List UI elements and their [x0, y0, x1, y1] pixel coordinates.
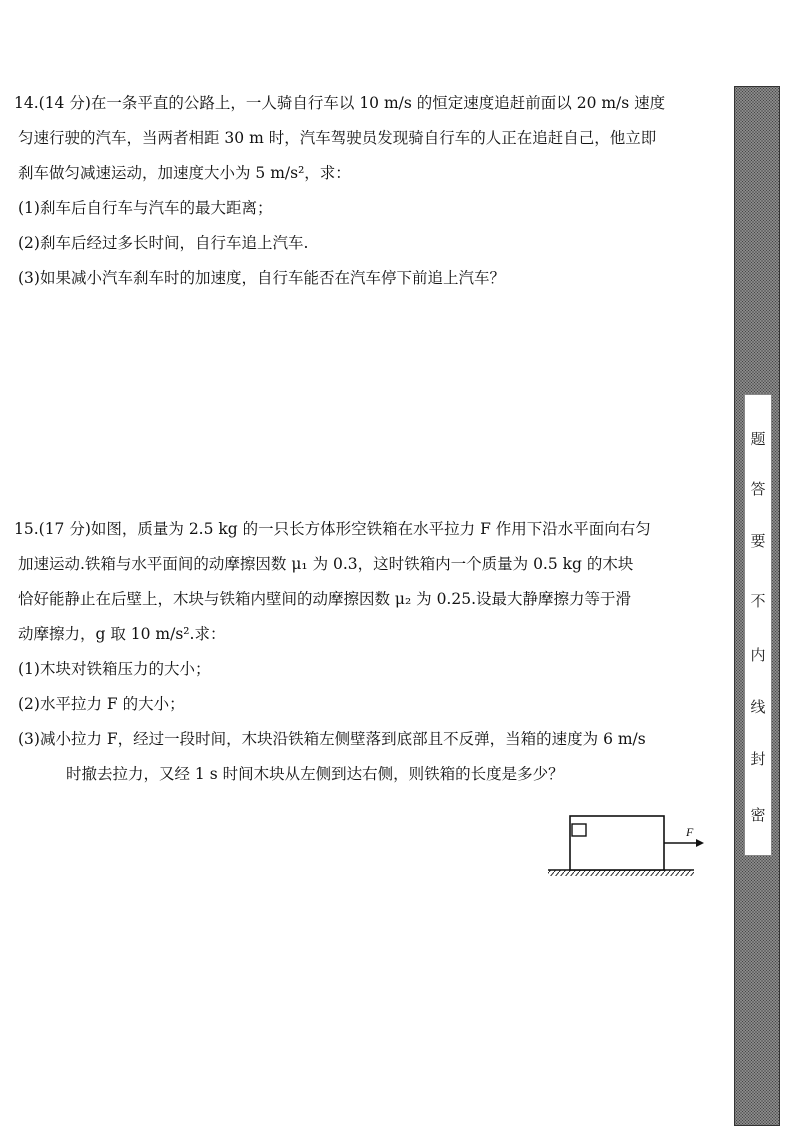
wooden-block: [572, 824, 586, 836]
seal-char: 要: [750, 532, 766, 550]
question-15: [14, 512, 714, 792]
iron-box-figure: [544, 812, 714, 882]
seal-char: 题: [750, 430, 766, 448]
q15-line-3: 恰好能静止在后壁上，木块与铁箱内壁间的动摩擦因数 μ₂ 为 0.25.设最大静摩擦力等于滑: [18, 590, 632, 608]
force-arrow-head: [696, 839, 704, 847]
force-label: F: [686, 825, 694, 839]
q15-part-3-cont: 时撤去拉力，又经 1 s 时间木块从左侧到达右侧，则铁箱的长度是多少？: [66, 765, 564, 783]
seal-char: 密: [750, 806, 766, 824]
q14-line-2: 匀速行驶的汽车，当两者相距 30 m 时，汽车驾驶员发现骑自行车的人正在追赶自己，他立即: [18, 129, 657, 147]
q14-line-3: 刹车做匀减速运动，加速度大小为 5 m/s²，求：: [18, 164, 351, 182]
q14-part-2: (2)刹车后经过多长时间，自行车追上汽车.: [18, 234, 309, 252]
q15-part-1: (1)木块对铁箱压力的大小；: [18, 660, 211, 678]
q15-line-2: 加速运动.铁箱与水平面间的动摩擦因数 μ₁ 为 0.3，这时铁箱内一个质量为 0.5 kg 的木块: [18, 555, 634, 573]
seal-char: 封: [750, 750, 766, 768]
q15-line-4: 动摩擦力，g 取 10 m/s².求：: [18, 625, 226, 643]
question-14: [14, 86, 714, 296]
seal-char: 答: [750, 480, 766, 498]
seal-char: 线: [750, 698, 766, 716]
q15-line-1: 15.(17 分)如图，质量为 2.5 kg 的一只长方体形空铁箱在水平拉力 F 作用下沿水平面向右匀: [14, 520, 651, 538]
q15-part-2: (2)水平拉力 F 的大小；: [18, 695, 185, 713]
seal-notice-box: [744, 394, 772, 856]
seal-char: 不: [750, 592, 766, 610]
seal-char: 内: [750, 646, 766, 664]
q14-part-3: (3)如果减小汽车刹车时的加速度，自行车能否在汽车停下前追上汽车？: [18, 269, 505, 287]
ground-hatching: [548, 870, 694, 876]
q15-part-3: (3)减小拉力 F，经过一段时间，木块沿铁箱左侧壁落到底部且不反弹，当箱的速度为 6 m/s: [18, 730, 646, 748]
q14-part-1: (1)刹车后自行车与汽车的最大距离；: [18, 199, 273, 217]
q14-line-1: 14.(14 分)在一条平直的公路上，一人骑自行车以 10 m/s 的恒定速度追赶前面以 20 m/s 速度: [14, 94, 666, 112]
